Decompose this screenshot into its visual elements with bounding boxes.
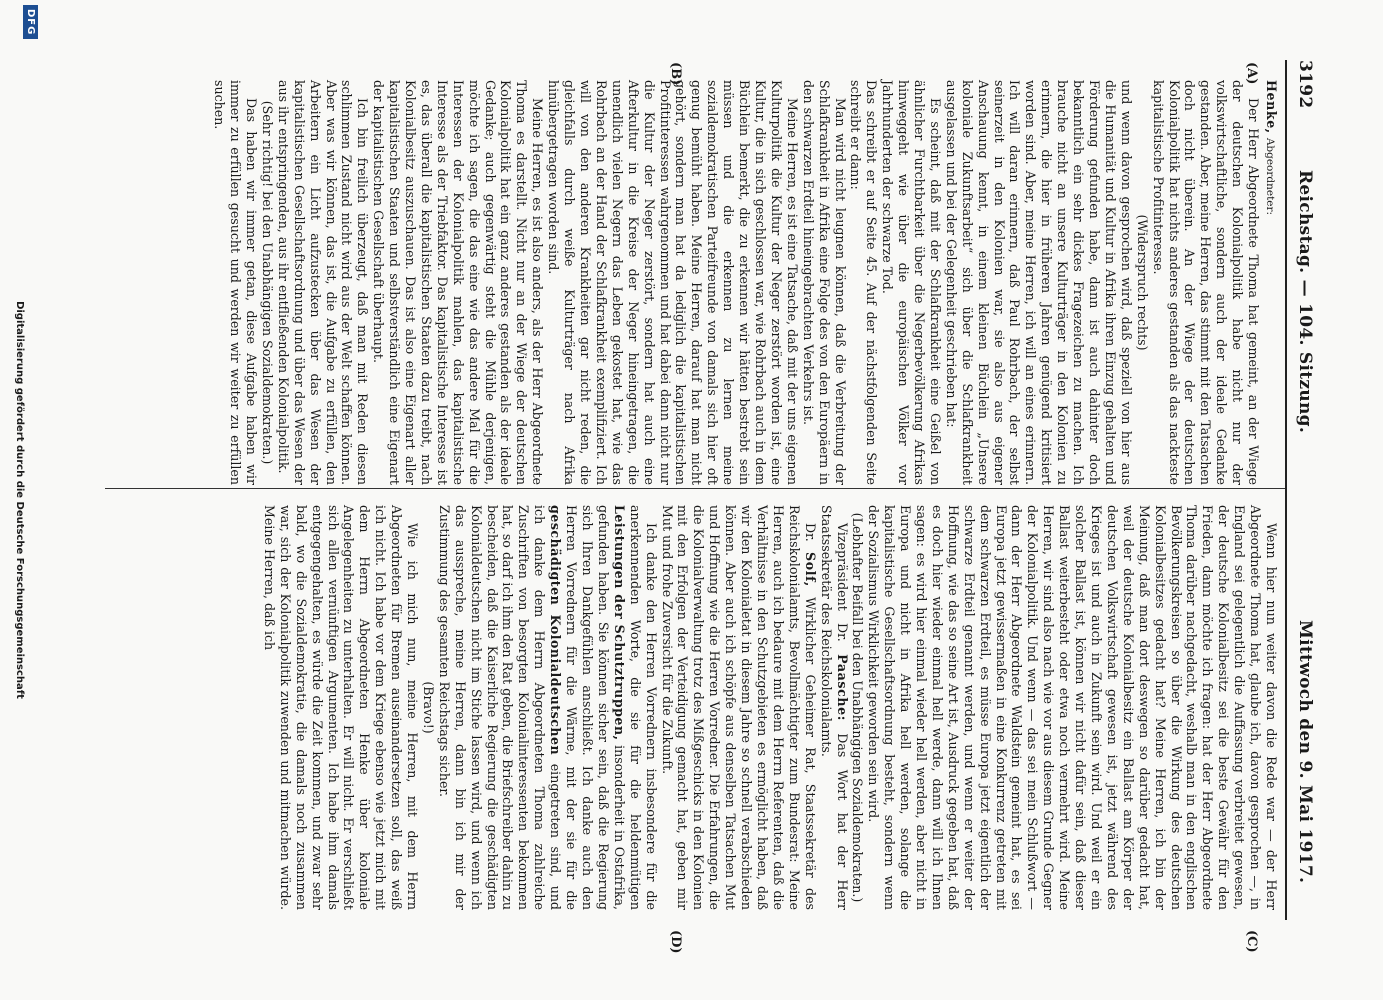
emphasized-text: Leistungen der Schutztruppen, xyxy=(611,505,627,741)
margin-marker-a: (A) xyxy=(1244,62,1259,85)
text-run: insonderheit in Ostafrika, gefunden haben. Sie können sicher sein, daß die Regierung sich Ihren Dankgefühlen anschließt. Ich danke auch den Herren Vorrednern für die Wärme, mit der sie für die xyxy=(564,505,627,910)
paragraph: Meine Herren, es ist also anders, als der Herr Abgeordnete Thoma es darstellt. Nicht nur an der Wiege der deutschen Kolonialpolitik hat ein ganz anderes gestanden als der ideale Gedanke; auch gegenwärtig steht die Mühle derjenigen, möchte ich sagen, die das eine wie das andere Mal für die Interessen der Kolonialpolitik mahlen, das kapitalistische Interesse als der Triebfaktor. Das kapitalistische Interesse ist es, das überall die kapitalistischen Staaten dazu treibt, nach Kolonialbesitz auszuschauen. Das ist also eine Eigenart aller kapitalistischen Staaten und selbstverständlich eine Eigenart der kapitalistischen Gesellschaft überhaupt. xyxy=(371,80,546,485)
interjection: (Widerspruch rechts) xyxy=(1134,214,1150,351)
speaker-text: Das Wort hat der Herr Staatssekretär des Reichskolonialamts. xyxy=(818,505,850,910)
paragraph: Wie ich mich nun, meine Herren, mit dem Herrn Abgeordneten für Bremen auseinandersetzen soll, das weiß ich nicht. Ich habe vor dem Kriege ebenso wie jetzt mich mit dem Herrn Abgeordneten Henke über koloniale Angelegenheiten zu unterhalten. Er will nicht. Er verschließt sich allen vernünftigen Argumenten. Ich habe ihm damals entgegengehalten, es würde die Zeit kommen, und zwar sehr bald, wo die Sozialdemokratie, die damals noch zusammen war, sich der Kolonialpolitik zuwenden und mitmachen würde. Meine Herren, daß ich xyxy=(261,505,421,910)
speaker-name: Henke, xyxy=(1264,80,1279,134)
paragraph xyxy=(436,505,659,910)
emphasized-text: geschädigten Kolonialdeutschen xyxy=(548,505,564,756)
digitization-credit: Digitalisierung gefördert durch die Deutsche Forschungsgemeinschaft xyxy=(14,301,25,699)
quotation: Man wird nicht leugnen können, daß die Verbreitung der Schlafkrankheit in Afrika eine Folge des von den Europäern in den schwarzen Erdteil hineingebrachten Verkehrs ist. xyxy=(800,80,848,485)
paragraph: Ich bin freilich überzeugt, daß man mit Reden diesen schlimmen Zustand nicht wird aus der Welt schaffen können. Aber was wir können, das ist, die Aufgabe zu erfüllen, den Arbeitern ein Licht aufzustecken über das Wesen der kapitalistischen Gesellschaftsordnung und über das Wesen der aus ihr entspringenden, aus ihr entfließenden Kolonialpolitik. xyxy=(275,80,371,485)
speaker-role: Abgeordneter: xyxy=(1264,137,1276,216)
speaker-name: Solf, xyxy=(802,552,818,587)
speaker-line xyxy=(1261,80,1279,485)
page-number: 3192 xyxy=(1295,60,1315,109)
paragraph: Das haben wir immer getan, diese Aufgabe haben wir immer zu erfüllen gesucht und werden wir weiter zu erfüllen suchen. xyxy=(212,80,259,485)
margin-marker-d: (D) xyxy=(668,930,683,954)
page-header xyxy=(1291,60,1321,920)
quotation: Es scheint, daß mit der Schlafkrankheit eine Geißel von ähnlicher Furchtbarkeit über die Negerbevölkerung Afrikas hinweggeht wie über die europäischen Völker vor Jahrhunderten der schwarze Tod. xyxy=(880,80,943,485)
paragraph: und wenn davon gesprochen wird, daß speziell von hier aus die Humanität und Kultur in Afrika ihren Einzug gehalten und Förderung gefunden habe, dann ist auch dahinter doch bekanntlich ein sehr dickes Fragezeichen zu machen. Ich brauche nicht an unsere Kulturträger in den Kolonien zu erinnern, die hier in früheren Jahren genügend kritisiert worden sind. Aber, meine Herren, ich will an eines erinnern. Ich will daran erinnern, daß Paul Rohrbach, der selbst seinerzeit in den Kolonien war, sie also aus eigener Anschauung kennt, in einem kleinen Büchlein „Unsere koloniale Zukunftsarbeit“ sich über die Schlafkrankheit ausgelassen und bei der Gelegenheit geschrieben hat: xyxy=(943,80,1134,485)
interjection: (Bravo!) xyxy=(420,681,436,734)
speaker-paragraph xyxy=(659,505,818,910)
header-rule xyxy=(1285,60,1287,920)
paragraph: Das schreibt er auf Seite 45. Auf der nächstfolgenden Seite schreibt er dann: xyxy=(848,80,880,485)
paragraph: Wenn hier nun weiter davon die Rede war — der Herr Abgeordnete Thoma hat, glaube ich, davon gesprochen —, in England sei gelegentlich die Auffassung verbreitet gewesen, der deutsche Kolonialbesitz sei die beste Gewähr für den Frieden, dann möchte ich fragen: hat der Herr Abgeordnete Thoma darüber nachgedacht, weshalb man in den englischen Bevölkerungskreisen so über die Wirkung des deutschen Kolonialbesitzes gedacht hat? Meine Herren, ich bin der Meinung, daß man dort deswegen so darüber gedacht hat, weil der deutsche Kolonialbesitz ein Ballast am Körper der deutschen Volkswirtschaft gewesen ist, jetzt während des Krieges ist und auch in Zukunft sein wird. Und weil er ein solcher Ballast ist, können wir nicht dafür sein, daß dieser Ballast weiterbesteht oder etwa noch vermehrt wird. Meine Herren, wir sind also nach wie vor aus diesem Grunde Gegner der Kolonialpolitik. Und wenn — das sei mein Schlußwort — dann der Herr Abgeordnete Waldstein gemeint hat, es sei Europa jetzt gewissermaßen in eine Konkurrenz getreten mit dem schwarzen Erdteil, es müsse Europa jetzt eigentlich der schwarze Erdteil genannt werden, und wenn er weiter der Hoffnung, wie das so seine Art ist, Ausdruck gegeben hat, daß es doch hier wieder einmal hell werde, dann will ich Ihnen sagen: es wird hier einmal wieder hell werden, aber nicht in Europa und nicht in Afrika hell werden, solange die kapitalistische Gesellschaftsordnung besteht, sondern wenn der Sozialismus Wirklichkeit geworden sein wird. xyxy=(866,505,1279,910)
margin-marker-c: (C) xyxy=(1244,930,1259,953)
right-text-column xyxy=(261,505,1279,910)
left-text-column xyxy=(211,80,1279,485)
paragraph: Der Herr Abgeordnete Thoma hat gemeint, an der Wiege der deutschen Kolonialpolitik habe nicht nur der volkswirtschaftliche, sondern auch der ideale Gedanke gestanden. Aber, meine Herren, das stimmt mit den Tatsachen doch nicht überein. An der Wiege der deutschen Kolonialpolitik hat nichts anderes gestanden als das nackteste kapitalistische Profitinteresse. xyxy=(1150,80,1262,485)
text-run: eingetreten sind, und ich danke dem Herrn Abgeordneten Thoma zahlreiche Zuschriften von besorgten Kolonialinteressenten bekommen hat, so darf ich ihm den Rat geben, die Briefschreiber dahin zu bescheiden, daß die Kaiserliche Regierung die geschädigten Kolonialdeutschen nicht im Stiche lassen wird, und wenn ich das ausspreche, meine Herren, dann bin ich mir der Zustimmung des gesamten Reichstags sicher. xyxy=(436,505,564,910)
text-run: Ich danke den Herren Vorrednern insbesondere für die anerkennenden Worte, die sie für die heldenmütigen xyxy=(627,505,659,910)
session-date: Mittwoch den 9. Mai 1917. xyxy=(1295,620,1315,884)
session-title: Reichstag. — 104. Sitzung. xyxy=(1295,170,1315,434)
margin-marker-b: (B) xyxy=(668,62,683,86)
interjection: (Lebhafter Beifall bei den Unabhängigen Sozialdemokraten.) xyxy=(850,512,866,903)
paragraph: Meine Herren, es ist eine Tatsache, daß mit der uns eigenen Kulturpolitik die Kultur der Neger zerstört worden ist, eine Kultur, die in sich geschlossen war, wie Rohrbach auch in dem Büchlein bemerkt, die zu erkennen wir hätten bestrebt sein müssen und die erkennen zu lernen meine sozialdemokratischen Parteifreunde von damals sich hier oft genug bemüht haben. Meine Herren, darauf hat man nicht gehört, sondern man hat da lediglich die kapitalistischen Profitinteressen wahrgenommen und hat dabei dann nicht nur die Kultur der Neger zerstört, sondern hat auch eine Afterkultur in die Kreise der Neger hineingetragen, die unendlich vielen Negern das Leben gekostet hat, wie das Rohrbach an der Hand der Schlafkrankheit exemplifiziert. Ich will von den anderen Krankheiten gar nicht reden, die gleichfalls durch weiße Kulturträger nach Afrika hinübergetragen worden sind. xyxy=(546,80,800,486)
column-divider xyxy=(105,488,1285,489)
speaker-name: Paasche: xyxy=(834,654,850,721)
interjection: (Sehr richtig! bei den Unabhängigen Sozialdemokraten.) xyxy=(259,100,275,465)
speaker-title: Vizepräsident Dr. xyxy=(834,523,850,642)
speaker-paragraph xyxy=(818,505,850,910)
speaker-title: Dr. xyxy=(802,523,818,542)
speaker-text: Wirklicher Geheimer Rat, Staatssekretär des Reichskolonialamts, Bevollmächtigter zum Bundesrat: Meine Herren, auch ich bedaure mit dem Herrn Referenten, daß die Verhältnisse in den Schutzgebieten es ermöglicht haben, daß wir den Kolonialetat in diesem Jahre so schnell verabschieden können. Aber auch ich schöpfe aus denselben Tatsachen Mut und Hoffnung wie die Herren Vorredner. Die Erfahrungen, die die Kolonialverwaltung trotz des Mißgeschicks in den Kolonien mit den Erfolgen der Verteidigung gemacht hat, geben mir Mut und frohe Zuversicht für die Zukunft. xyxy=(659,505,818,910)
dfg-logo: DFG xyxy=(23,5,38,39)
